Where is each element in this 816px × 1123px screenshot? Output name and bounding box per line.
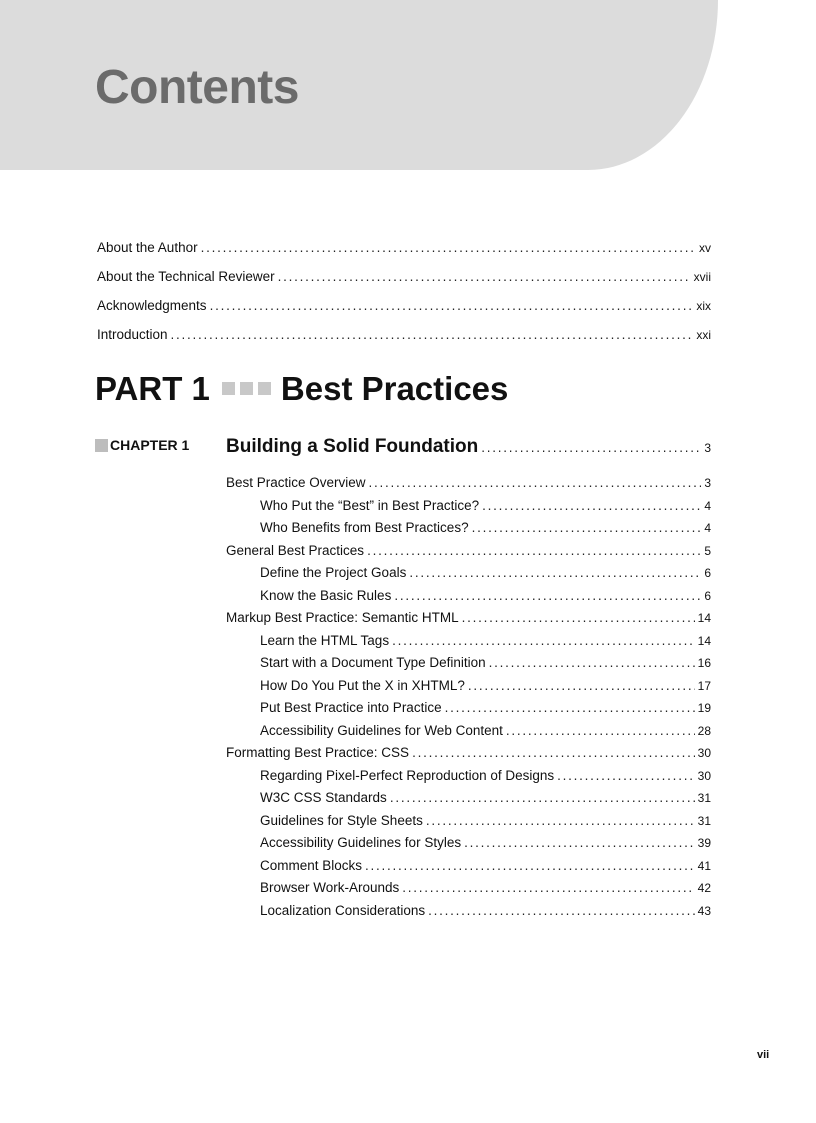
toc-entry-about-author[interactable] — [97, 233, 711, 262]
square-icon — [258, 382, 271, 395]
toc-entry-label: Learn the HTML Tags — [260, 632, 390, 648]
part-number: PART 1 — [95, 370, 210, 407]
toc-entry-label: Introduction — [97, 327, 168, 342]
toc-entry-label: Start with a Document Type Definition — [260, 655, 486, 670]
square-icon — [240, 382, 253, 395]
toc-entry-section[interactable] — [226, 855, 711, 878]
front-matter-list — [97, 233, 711, 349]
toc-entry-label: Best Practice Overview — [226, 475, 366, 490]
toc-entry-page: 14 — [697, 611, 711, 625]
part-title: Best Practices — [280, 370, 509, 407]
page-title: Contents — [95, 61, 299, 114]
toc-entry-label: Accessibility Guidelines for Styles — [260, 835, 462, 850]
toc-entry-section[interactable] — [226, 697, 711, 720]
toc-entry-section[interactable] — [226, 900, 711, 923]
dot-leader — [369, 472, 702, 495]
dot-leader — [402, 877, 694, 900]
chapter-heading — [226, 433, 711, 461]
toc-entry-section[interactable] — [226, 607, 711, 630]
toc-entry-label: General Best Practices — [226, 542, 365, 558]
toc-entry-page: 43 — [697, 903, 711, 918]
toc-entry-section[interactable] — [226, 720, 711, 743]
chapter-label-text: CHAPTER 1 — [110, 437, 190, 453]
toc-entry-page: xxi — [696, 328, 711, 342]
chapter-title: Building a Solid Foundation — [226, 436, 479, 457]
page-number: vii — [757, 1049, 770, 1061]
toc-entry-label: Define the Project Goals — [260, 565, 407, 580]
toc-entry-section[interactable] — [226, 630, 711, 653]
toc-entry-section[interactable] — [226, 517, 711, 540]
toc-entry-label: Comment Blocks — [260, 857, 363, 873]
toc-entry-page: 6 — [704, 566, 711, 580]
dot-leader — [462, 607, 695, 630]
toc-entry-label: Accessibility Guidelines for Web Content — [260, 722, 503, 738]
toc-entry-page: 42 — [697, 881, 711, 895]
toc-entry-label: W3C CSS Standards — [260, 790, 387, 805]
toc-entry-page: 28 — [697, 723, 711, 738]
dot-leader — [392, 630, 695, 653]
toc-entry-page: 19 — [697, 701, 711, 715]
toc-entry-section[interactable] — [226, 495, 711, 518]
dot-leader — [412, 742, 695, 765]
dot-leader — [171, 320, 694, 349]
toc-entry-label: Regarding Pixel-Perfect Reproduction of Designs — [260, 767, 555, 783]
toc-entry-label: Guidelines for Style Sheets — [260, 812, 423, 828]
toc-entry-section[interactable] — [226, 472, 711, 495]
toc-entry-label: How Do You Put the X in XHTML? — [260, 677, 465, 693]
chapter-page: 3 — [704, 441, 711, 455]
dot-leader — [557, 765, 694, 788]
toc-entry-section[interactable] — [226, 540, 711, 563]
toc-entry-label: Put Best Practice into Practice — [260, 700, 442, 715]
toc-entry-page: 31 — [697, 813, 711, 828]
part-heading — [95, 372, 508, 405]
dot-leader — [489, 652, 695, 675]
dot-leader — [367, 540, 701, 563]
toc-entry-section[interactable] — [226, 787, 711, 810]
toc-entry-page: 30 — [697, 768, 711, 783]
toc-entry-page: 30 — [697, 746, 711, 760]
toc-entry-acknowledgments[interactable] — [97, 291, 711, 320]
toc-entry-page: 16 — [697, 656, 711, 670]
toc-entry-section[interactable] — [226, 562, 711, 585]
toc-entry-chapter-1[interactable] — [226, 433, 711, 461]
dot-leader — [445, 697, 695, 720]
dot-leader — [506, 720, 695, 743]
toc-entry-page: 31 — [697, 791, 711, 805]
toc-entry-section[interactable] — [226, 652, 711, 675]
dot-leader — [482, 495, 701, 518]
toc-entry-page: 5 — [704, 543, 711, 558]
toc-entry-page: 41 — [697, 858, 711, 873]
toc-entry-page: 6 — [704, 588, 711, 603]
toc-entry-label: Browser Work-Arounds — [260, 880, 400, 895]
dot-leader — [464, 832, 695, 855]
toc-entry-page: 17 — [697, 678, 711, 693]
toc-entry-introduction[interactable] — [97, 320, 711, 349]
dot-leader — [481, 434, 701, 462]
toc-entry-page: 39 — [697, 836, 711, 850]
toc-entry-section[interactable] — [226, 810, 711, 833]
toc-entry-label: Acknowledgments — [97, 298, 207, 313]
dot-leader — [428, 900, 695, 923]
toc-entry-label: Who Put the “Best” in Best Practice? — [260, 497, 480, 513]
dot-leader — [210, 291, 694, 320]
toc-entry-section[interactable] — [226, 832, 711, 855]
toc-entry-label: About the Author — [97, 240, 198, 255]
dot-leader — [472, 517, 702, 540]
toc-entry-page: 3 — [704, 476, 711, 490]
dot-leader — [365, 855, 695, 878]
toc-entry-page: 4 — [704, 521, 711, 535]
dot-leader — [409, 562, 701, 585]
dot-leader — [201, 233, 696, 262]
toc-entry-section[interactable] — [226, 585, 711, 608]
toc-entry-section[interactable] — [226, 742, 711, 765]
dot-leader — [468, 675, 695, 698]
section-list — [226, 472, 711, 922]
toc-entry-page: xix — [696, 299, 711, 313]
toc-entry-section[interactable] — [226, 765, 711, 788]
toc-entry-page: 4 — [704, 498, 711, 513]
toc-entry-label: Who Benefits from Best Practices? — [260, 520, 469, 535]
toc-entry-label: Localization Considerations — [260, 902, 426, 918]
toc-entry-label: Formatting Best Practice: CSS — [226, 745, 410, 760]
toc-entry-label: Markup Best Practice: Semantic HTML — [226, 610, 459, 625]
toc-entry-technical-reviewer[interactable] — [97, 262, 711, 291]
toc-entry-page: xv — [699, 241, 711, 255]
toc-entry-section[interactable] — [226, 877, 711, 900]
toc-entry-page: 14 — [697, 633, 711, 648]
square-icon — [95, 439, 108, 452]
toc-entry-section[interactable] — [226, 675, 711, 698]
toc-entry-label: Know the Basic Rules — [260, 587, 392, 603]
square-icon — [222, 382, 235, 395]
dot-leader — [278, 262, 691, 291]
dot-leader — [390, 787, 695, 810]
toc-entry-page: xvii — [693, 270, 711, 284]
part-separator-squares — [222, 382, 271, 395]
toc-entry-label: About the Technical Reviewer — [97, 269, 275, 284]
chapter-label — [95, 437, 189, 453]
dot-leader — [426, 810, 695, 833]
dot-leader — [394, 585, 701, 608]
